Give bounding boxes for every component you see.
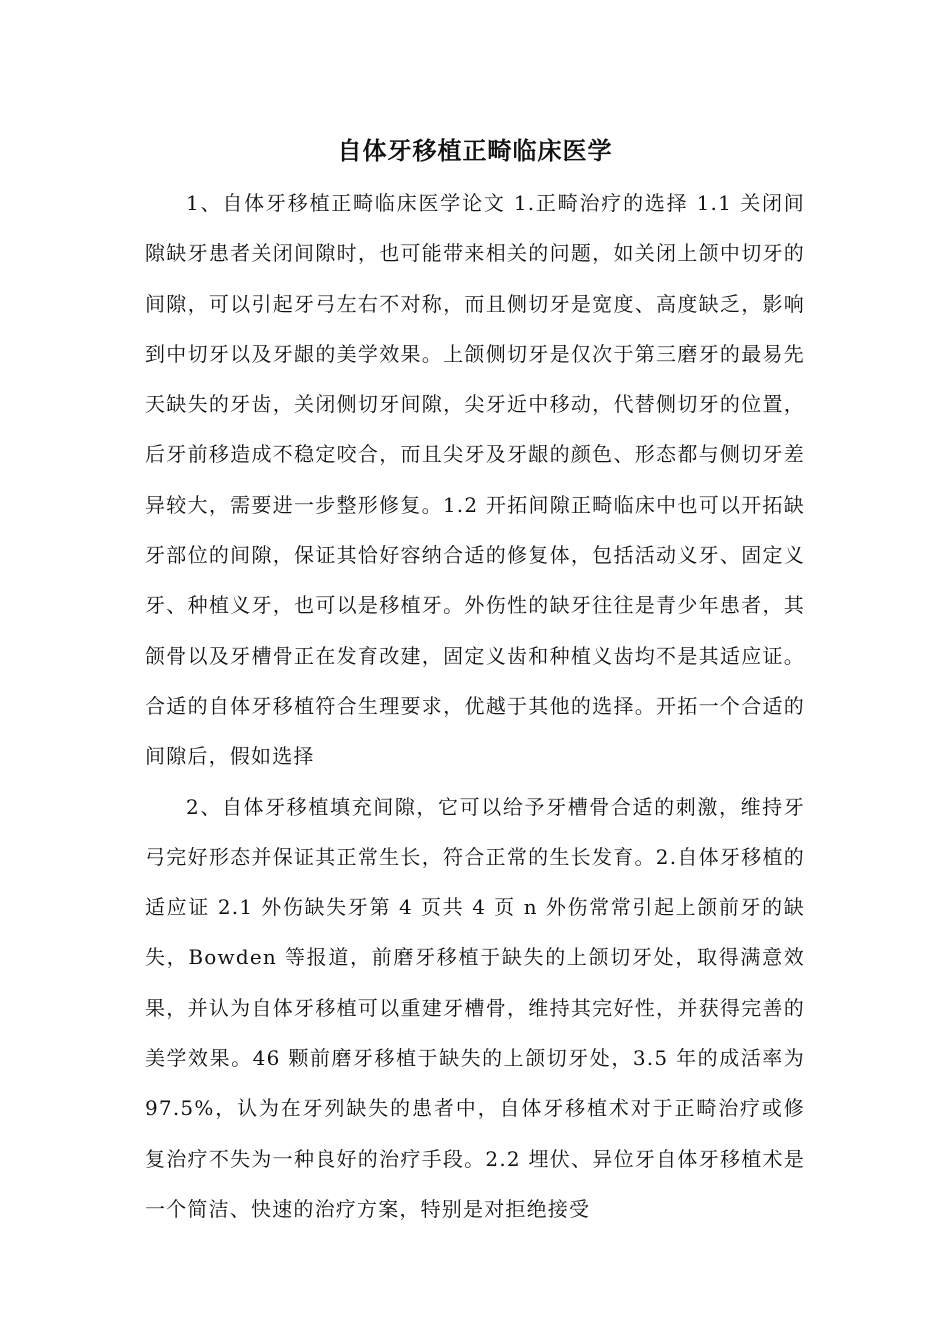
paragraph-1: 1、自体牙移植正畸临床医学论文 1.正畸治疗的选择 1.1 关闭间隙缺牙患者关闭间隙时，也可能带来相关的问题，如关闭上颌中切牙的间隙，可以引起牙弓左右不对称，而且侧切牙是宽度、高度缺乏，影响到中切牙以及牙龈的美学效果。上颌侧切牙是仅次于第三磨牙的最易先天缺失的牙齿，关闭侧切牙间隙，尖牙近中移动，代替侧切牙的位置，后牙前移造成不稳定咬合，而且尖牙及牙龈的颜色、形态都与侧切牙差异较大，需要进一步整形修复。1.2 开拓间隙正畸临床中也可以开拓缺牙部位的间隙，保证其恰好容纳合适的修复体，包括活动义牙、固定义牙、种植义牙，也可以是移植牙。外伤性的缺牙往往是青少年患者，其颌骨以及牙槽骨正在发育改建，固定义齿和种植义齿均不是其适应证。合适的自体牙移植符合生理要求，优越于其他的选择。开拓一个合适的间隙后，假如选择	[145, 191, 805, 769]
document-title: 自体牙移植正畸临床医学	[337, 137, 613, 165]
paragraph-2: 2、自体牙移植填充间隙，它可以给予牙槽骨合适的刺激，维持牙弓完好形态并保证其正常生长，符合正常的生长发育。2.自体牙移植的适应证 2.1 外伤缺失牙第 4 页共 4 页 n 外伤常常引起上颌前牙的缺失，Bowden 等报道，前磨牙移植于缺失的上颌切牙处，取得满意效果，并认为自体牙移植可以重建牙槽骨，维持其完好性，并获得完善的美学效果。46 颗前磨牙移植于缺失的上颌切牙处，3.5 年的成活率为 97.5%，认为在牙列缺失的患者中，自体牙移植术对于正畸治疗或修复治疗不失为一种良好的治疗手段。2.2 埋伏、异位牙自体牙移植术是一个简洁、快速的治疗方案，特别是对拒绝接受	[145, 794, 805, 1221]
document-body	[145, 178, 805, 1234]
